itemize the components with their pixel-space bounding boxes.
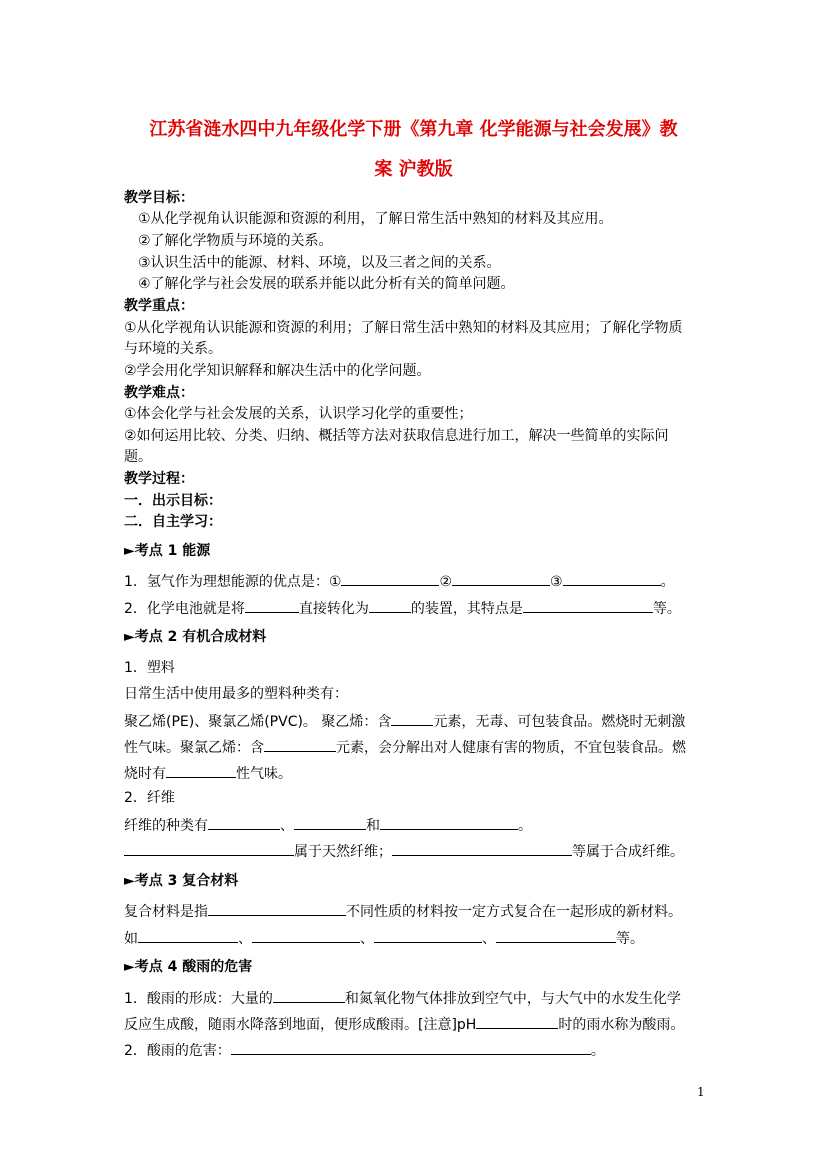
answer-blank[interactable]: [380, 814, 518, 830]
answer-blank[interactable]: [391, 710, 433, 726]
kp3-l1-text-a: 复合材料是指: [124, 904, 208, 920]
kp2-s2-line-2: [124, 840, 684, 862]
page-number: 1: [697, 1085, 705, 1099]
kp2-s2-l1-sep: 、: [280, 818, 294, 834]
kp2-s1-l2-text-b: 元素，无毒、可包装食品。燃烧时无刺激: [433, 714, 686, 730]
kp2-s1-l4-text-a: 烧时有: [124, 766, 166, 782]
kp1-q2-text-c: 的装置，其特点是: [410, 601, 523, 617]
kp2-s2-l1-text-c: 和: [366, 818, 380, 834]
key-point-1a: ①从化学视角认识能源和资源的利用；了解日常生活中熟知的材料及其应用；了解化学物质: [124, 320, 683, 336]
kp1-q1-text-c: ③: [550, 574, 563, 590]
heading-teaching-goals: 教学目标：: [124, 190, 194, 206]
difficulty-2b: 题。: [124, 449, 152, 465]
kp3-l1-text-b: 不同性质的材料按一定方式复合在一起形成的新材料。: [346, 904, 682, 920]
kp1-q2-text-b: 直接转化为: [298, 601, 369, 617]
heading-process: 教学过程：: [124, 471, 194, 487]
key-point-1b: 与环境的关系。: [124, 341, 222, 357]
kp2-s2-l2-text-b: 等属于合成纤维。: [572, 844, 684, 860]
answer-blank[interactable]: [374, 927, 482, 943]
kp3-l2-sep-1: 、: [238, 931, 252, 947]
goal-3: ③认识生活中的能源、材料、环境，以及三者之间的关系。: [138, 255, 501, 271]
key-point-3-heading: ►考点 3 复合材料: [124, 873, 239, 889]
answer-blank[interactable]: [496, 927, 616, 943]
answer-blank[interactable]: [273, 987, 345, 1003]
kp3-line-1: [124, 900, 682, 922]
answer-blank[interactable]: [124, 840, 294, 856]
kp2-s1-line-2: [124, 710, 685, 732]
kp2-s1-line-1: 日常生活中使用最多的塑料种类有：: [124, 686, 348, 702]
key-point-1-heading: ►考点 1 能源: [124, 543, 211, 559]
answer-blank[interactable]: [452, 570, 550, 586]
kp2-s1-l2-text-a: 聚乙烯(PE)、聚氯乙烯(PVC)。 聚乙烯：含: [124, 714, 392, 730]
key-point-2: ②学会用化学知识解释和解决生活中的化学问题。: [124, 363, 431, 379]
key-point-4-heading: ►考点 4 酸雨的危害: [124, 959, 253, 975]
kp4-line-1: [124, 987, 681, 1009]
key-point-2-heading: ►考点 2 有机合成材料: [124, 629, 267, 645]
kp3-line-2: [124, 927, 644, 949]
kp2-s2-line-1: [124, 814, 532, 836]
step-2: 二．自主学习：: [124, 514, 222, 530]
kp3-l2-sep-2: 、: [360, 931, 374, 947]
kp2-s2-l1-end: 。: [518, 818, 532, 834]
answer-blank[interactable]: [208, 814, 280, 830]
kp4-l2-text-a: 反应生成酸，随雨水降落到地面，便形成酸雨。[注意]pH: [124, 1017, 477, 1033]
kp4-l1-text-b: 和氮氧化物气体排放到空气中，与大气中的水发生化学: [344, 991, 681, 1007]
answer-blank[interactable]: [245, 597, 299, 613]
kp1-q1-text-a: 1．氢气作为理想能源的优点是：①: [124, 574, 342, 590]
kp2-s2-l2-text-a: 属于天然纤维；: [294, 844, 392, 860]
answer-blank[interactable]: [138, 927, 238, 943]
answer-blank[interactable]: [231, 1039, 591, 1055]
kp2-s1-line-4: [124, 762, 292, 784]
kp2-section-2: 2．纤维: [124, 790, 175, 806]
answer-blank[interactable]: [208, 900, 346, 916]
kp2-s2-l1-text-a: 纤维的种类有: [124, 818, 208, 834]
answer-blank[interactable]: [294, 814, 366, 830]
kp1-question-1: [124, 570, 675, 592]
kp4-l3-end: 。: [590, 1043, 605, 1059]
answer-blank[interactable]: [523, 597, 653, 613]
answer-blank[interactable]: [166, 762, 236, 778]
kp3-l2-end: 等。: [616, 931, 644, 947]
goal-4: ④了解化学与社会发展的联系并能以此分析有关的简单问题。: [138, 276, 515, 292]
answer-blank[interactable]: [264, 736, 336, 752]
kp2-s1-l3-text-a: 性气味。聚氯乙烯：含: [124, 740, 264, 756]
answer-blank[interactable]: [341, 570, 439, 586]
kp3-l2-sep-3: 、: [482, 931, 496, 947]
kp4-l3-text-a: 2．酸雨的危害：: [124, 1043, 231, 1059]
kp4-l1-text-a: 1．酸雨的形成：大量的: [124, 991, 273, 1007]
answer-blank[interactable]: [476, 1013, 558, 1029]
kp3-l2-text-a: 如: [124, 931, 138, 947]
kp1-q2-end: 等。: [652, 601, 681, 617]
heading-difficulties: 教学难点：: [124, 385, 194, 401]
kp1-question-2: [124, 597, 681, 619]
document-title-line-1: 江苏省涟水四中九年级化学下册《第九章 化学能源与社会发展》教: [149, 119, 678, 140]
document-title-line-2: 案 沪教版: [374, 159, 453, 180]
answer-blank[interactable]: [392, 840, 572, 856]
kp1-q1-end: 。: [660, 574, 675, 590]
kp2-s1-l4-text-b: 性气味。: [236, 766, 292, 782]
kp1-q2-text-a: 2．化学电池就是将: [124, 601, 245, 617]
goal-2: ②了解化学物质与环境的关系。: [138, 233, 333, 249]
kp1-q1-text-b: ②: [439, 574, 453, 590]
kp2-s1-l3-text-b: 元素，会分解出对人健康有害的物质，不宜包装食品。燃: [336, 740, 686, 756]
difficulty-2a: ②如何运用比较、分类、归纳、概括等方法对获取信息进行加工，解决一些简单的实际问: [124, 428, 669, 444]
kp4-line-2: [124, 1013, 684, 1035]
difficulty-1: ①体会化学与社会发展的关系，认识学习化学的重要性；: [124, 406, 473, 422]
kp4-l2-text-b: 时的雨水称为酸雨。: [558, 1017, 685, 1033]
step-1: 一．出示目标：: [124, 493, 222, 509]
kp2-section-1: 1．塑料: [124, 660, 175, 676]
answer-blank[interactable]: [563, 570, 661, 586]
kp2-s1-line-3: [124, 736, 686, 758]
answer-blank[interactable]: [252, 927, 360, 943]
goal-1: ①从化学视角认识能源和资源的利用，了解日常生活中熟知的材料及其应用。: [138, 211, 613, 227]
heading-key-points: 教学重点：: [124, 298, 194, 314]
kp4-line-3: [124, 1039, 605, 1061]
answer-blank[interactable]: [369, 597, 411, 613]
